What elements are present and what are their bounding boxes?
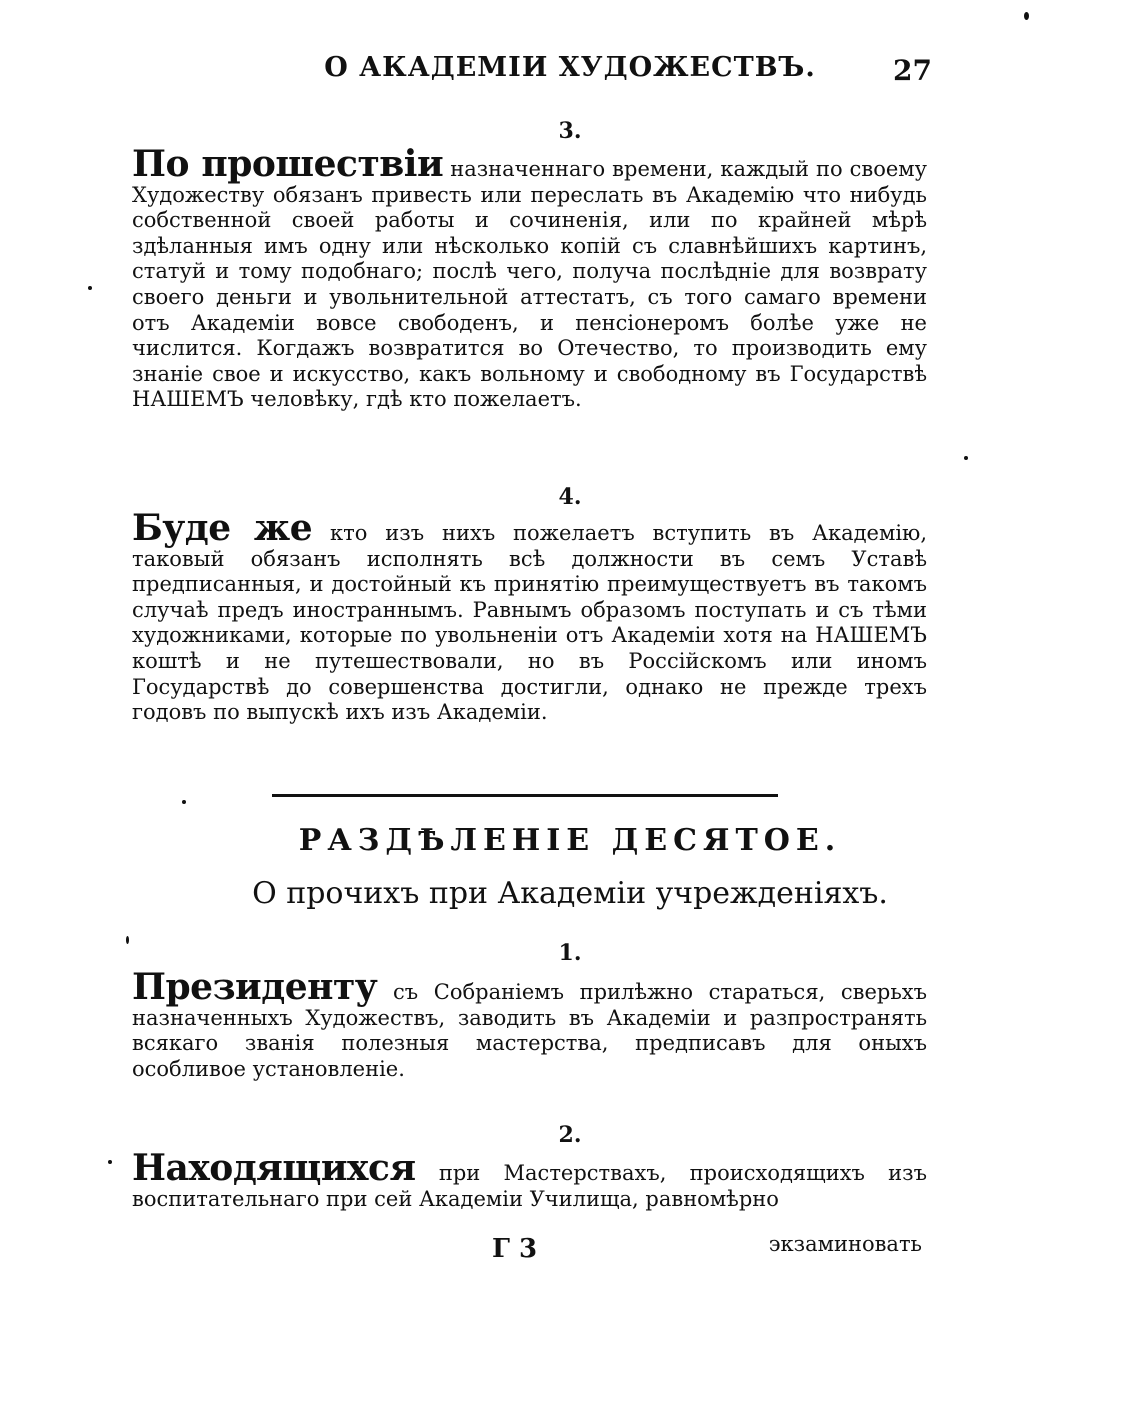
article-paragraph [132,143,927,413]
paragraph-text: съ Собраніемъ прилѣжно стараться, сверьхъ назначенныхъ Художествъ, заводить въ Академіи и разпространять всякаго званія полезныя мастерства, предписавъ для оныхъ особливое установленіе. [132,980,927,1081]
paragraph-lead-word: Находящихся [132,1147,416,1189]
catchword: экзаминовать [768,1232,922,1256]
scan-speck [88,286,92,290]
paragraph-text: при Мастерствахъ, происходящихъ изъ воспитательнаго при сей Академіи Училища, равномѣрно [132,1161,927,1211]
printer-signature: Г 3 [492,1234,538,1264]
chapter-subtitle: О прочихъ при Академіи учрежденіяхъ. [252,876,888,911]
chapter-title: РАЗДѢЛЕНІЕ ДЕСЯТОЕ. [298,823,842,858]
paragraph-lead-word: По прошествіи [132,143,444,185]
section-divider [272,794,778,797]
scan-speck [964,456,968,460]
article-number: 3. [558,118,582,144]
scan-speck [108,1160,112,1164]
article-paragraph [132,966,927,1082]
paragraph-lead-word: Президенту [132,966,378,1008]
scan-speck [1024,12,1029,20]
scan-speck [182,800,186,804]
article-number: 1. [558,940,582,966]
paragraph-text: кто изъ нихъ пожелаетъ вступить въ Академію, таковый обязанъ исполнять всѣ должности въ семъ Уставѣ предписанныя, и достойный къ принятію преимуществуетъ въ такомъ случаѣ предъ иностраннымъ. Равнымъ образомъ поступать и съ тѣми художниками, которые по увольненіи отъ Академіи хотя на НАШЕМЪ коштѣ и не путешествовали, но въ Россійскомъ или иномъ Государствѣ до совершенства достигли, однако не прежде трехъ годовъ по выпускѣ ихъ изъ Академіи. [132,521,927,725]
running-head [0,52,1140,96]
scan-speck [126,936,129,944]
article-paragraph [132,1147,927,1212]
paragraph-lead-word: Буде же [132,507,313,549]
page-number: 27 [893,54,932,87]
paragraph-text: назначеннаго времени, каждый по своему Художеству обязанъ привесть или переслать въ Академію что нибудь собственной своей работы и сочиненія, или по крайней мѣрѣ здѣланныя имъ одну или нѣсколько копій съ славнѣйшихъ картинъ, статуй и тому подобнаго; послѣ чего, получа послѣдніе для возврату своего деньги и увольнительной аттестатъ, съ того самаго времени отъ Академіи вовсе свободенъ, и пенсіонеромъ болѣе уже не числится. Когдажъ возвратится во Отечество, то производить ему знаніе свое и искусство, какъ вольному и свободному въ Государствѣ НАШЕМЪ человѣку, гдѣ кто пожелаетъ. [132,157,927,412]
article-number: 4. [558,484,582,510]
article-paragraph [132,507,927,726]
article-number: 2. [558,1122,582,1148]
running-title: О АКАДЕМІИ ХУДОЖЕСТВЪ. [324,52,816,83]
